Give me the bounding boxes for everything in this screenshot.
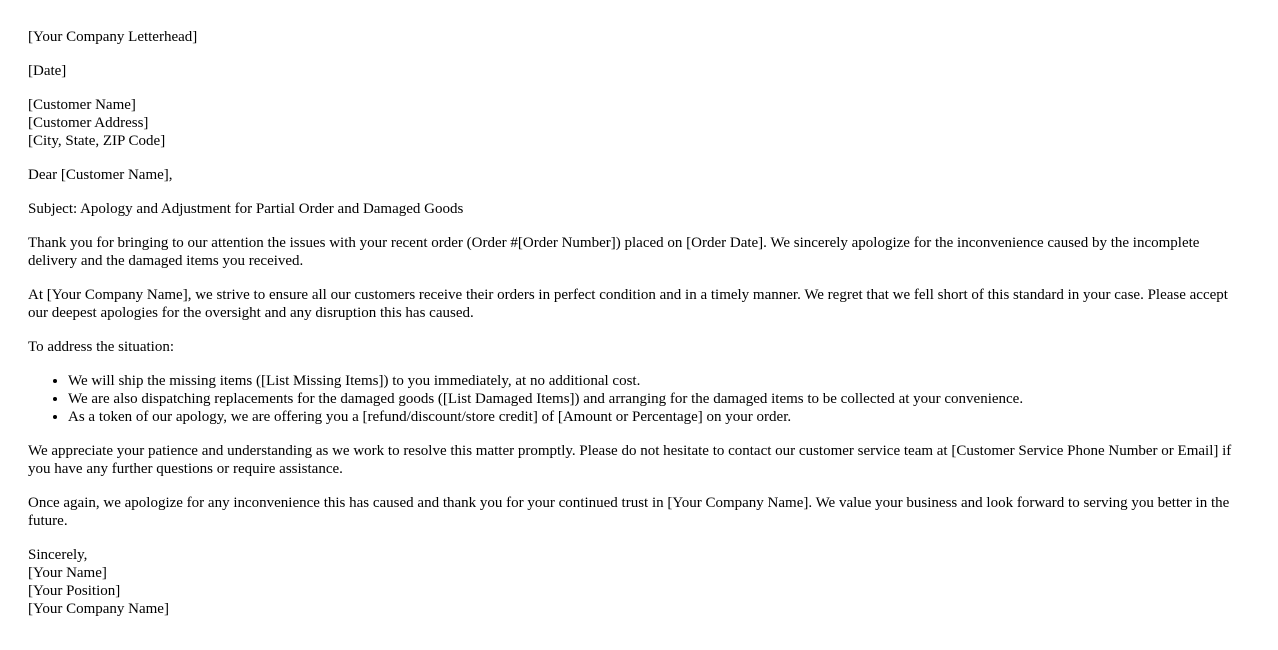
recipient-address: [Customer Address] [28, 115, 149, 131]
closing-paragraph: Once again, we apologize for any inconvenience this has caused and thank you for your continued trust in [Your Company Name]. We value your business and look forward to serving you better in the future. [28, 495, 1230, 529]
list-item: • As a token of our apology, we are offering you a [refund/discount/store credit] of [Amount or Percentage] on your order. [68, 408, 1243, 426]
patience-paragraph: We appreciate your patience and understanding as we work to resolve this matter promptly. Please do not hesitate to contact our customer service team at [Customer Service Phone Number or Email] if you have any further questions or require assistance. [28, 443, 1232, 477]
recipient-city-state-zip: [City, State, ZIP Code] [28, 133, 166, 149]
sender-name: [Your Name] [28, 565, 107, 581]
list-item: • We are also dispatching replacements for the damaged goods ([List Damaged Items]) and arranging for the damaged items to be collected at your convenience. [68, 390, 1243, 408]
letter-date: [Date] [28, 63, 67, 79]
list-item: • We will ship the missing items ([List Missing Items]) to you immediately, at no additional cost. [68, 372, 1243, 390]
valediction: Sincerely, [28, 547, 88, 563]
action-list-lead: To address the situation: [28, 339, 175, 355]
action-list [28, 372, 1243, 426]
intro-paragraph: Thank you for bringing to our attention the issues with your recent order (Order #[Order Number]) placed on [Order Date]. We sincerely apologize for the inconvenience caused by the incomplete delivery and the damaged items you received. [28, 235, 1200, 269]
recipient-address-block [28, 96, 1243, 150]
letter-document [28, 28, 1243, 634]
sender-position: [Your Position] [28, 583, 121, 599]
commitment-paragraph: At [Your Company Name], we strive to ensure all our customers receive their orders in perfect condition and in a timely manner. We regret that we fell short of this standard in your case. Please accept our deepest apologies for the oversight and any disruption this has caused. [28, 287, 1228, 321]
sender-company: [Your Company Name] [28, 601, 169, 617]
subject-line: Subject: Apology and Adjustment for Partial Order and Damaged Goods [28, 201, 464, 217]
recipient-name: [Customer Name] [28, 97, 136, 113]
signature-block [28, 546, 1243, 618]
salutation: Dear [Customer Name], [28, 167, 173, 183]
letterhead: [Your Company Letterhead] [28, 29, 198, 45]
